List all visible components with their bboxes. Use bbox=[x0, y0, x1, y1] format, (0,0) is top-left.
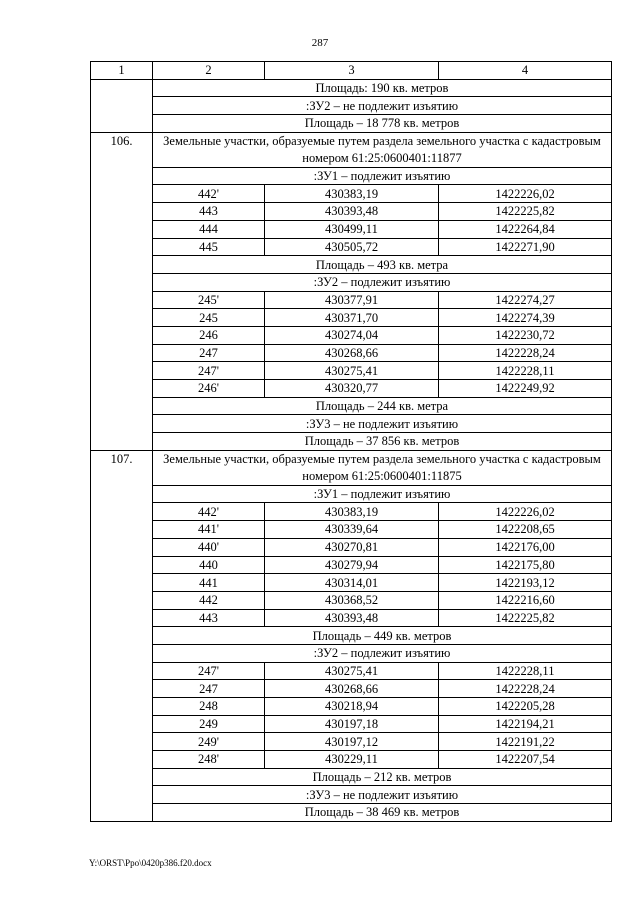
table-row bbox=[91, 591, 612, 609]
point-id-cell: 246' bbox=[153, 380, 265, 398]
table-row bbox=[91, 521, 612, 539]
summary-cell: :ЗУ1 – подлежит изъятию bbox=[153, 485, 612, 503]
table-row bbox=[91, 203, 612, 221]
span-row bbox=[91, 786, 612, 804]
x-coordinate-cell: 430314,01 bbox=[265, 574, 439, 592]
parcel-description: Земельные участки, образуемые путем раздела земельного участка с кадастровым номером 61:25:0600401:11875 bbox=[153, 450, 612, 485]
point-id-cell: 245 bbox=[153, 309, 265, 327]
x-coordinate-cell: 430274,04 bbox=[265, 326, 439, 344]
point-id-cell: 247' bbox=[153, 362, 265, 380]
parcel-description: Земельные участки, образуемые путем раздела земельного участка с кадастровым номером 61:25:0600401:11877 bbox=[153, 132, 612, 167]
table-row bbox=[91, 609, 612, 627]
span-row bbox=[91, 433, 612, 451]
summary-cell: Площадь – 212 кв. метров bbox=[153, 768, 612, 786]
x-coordinate-cell: 430275,41 bbox=[265, 362, 439, 380]
column-header: 3 bbox=[265, 62, 439, 80]
summary-cell: Площадь – 37 856 кв. метров bbox=[153, 433, 612, 451]
span-row bbox=[91, 485, 612, 503]
point-id-cell: 442 bbox=[153, 591, 265, 609]
span-row bbox=[91, 804, 612, 822]
y-coordinate-cell: 1422228,24 bbox=[439, 680, 612, 698]
point-id-cell: 444 bbox=[153, 220, 265, 238]
group-row bbox=[91, 450, 612, 485]
table-row bbox=[91, 185, 612, 203]
entry-number-cell bbox=[91, 79, 153, 132]
page-number: 287 bbox=[311, 37, 329, 49]
y-coordinate-cell: 1422274,27 bbox=[439, 291, 612, 309]
y-coordinate-cell: 1422264,84 bbox=[439, 220, 612, 238]
summary-cell: Площадь: 190 кв. метров bbox=[153, 79, 612, 97]
y-coordinate-cell: 1422249,92 bbox=[439, 380, 612, 398]
point-id-cell: 440 bbox=[153, 556, 265, 574]
x-coordinate-cell: 430279,94 bbox=[265, 556, 439, 574]
y-coordinate-cell: 1422226,02 bbox=[439, 185, 612, 203]
summary-cell: :ЗУ3 – не подлежит изъятию bbox=[153, 786, 612, 804]
y-coordinate-cell: 1422208,65 bbox=[439, 521, 612, 539]
span-row bbox=[91, 167, 612, 185]
x-coordinate-cell: 430320,77 bbox=[265, 380, 439, 398]
span-row bbox=[91, 397, 612, 415]
coordinates-table bbox=[90, 61, 612, 822]
y-coordinate-cell: 1422228,11 bbox=[439, 362, 612, 380]
summary-cell: :ЗУ2 – подлежит изъятию bbox=[153, 644, 612, 662]
summary-cell: :ЗУ3 – не подлежит изъятию bbox=[153, 415, 612, 433]
point-id-cell: 442' bbox=[153, 503, 265, 521]
table-row bbox=[91, 715, 612, 733]
y-coordinate-cell: 1422176,00 bbox=[439, 538, 612, 556]
table-row bbox=[91, 751, 612, 769]
span-row bbox=[91, 415, 612, 433]
table-row bbox=[91, 326, 612, 344]
span-row bbox=[91, 79, 612, 97]
y-coordinate-cell: 1422207,54 bbox=[439, 751, 612, 769]
point-id-cell: 443 bbox=[153, 203, 265, 221]
table-row bbox=[91, 733, 612, 751]
point-id-cell: 249 bbox=[153, 715, 265, 733]
x-coordinate-cell: 430229,11 bbox=[265, 751, 439, 769]
y-coordinate-cell: 1422191,22 bbox=[439, 733, 612, 751]
point-id-cell: 246 bbox=[153, 326, 265, 344]
x-coordinate-cell: 430268,66 bbox=[265, 344, 439, 362]
table-row bbox=[91, 309, 612, 327]
table-row bbox=[91, 380, 612, 398]
x-coordinate-cell: 430339,64 bbox=[265, 521, 439, 539]
column-header: 1 bbox=[91, 62, 153, 80]
point-id-cell: 441 bbox=[153, 574, 265, 592]
table-row bbox=[91, 538, 612, 556]
span-row bbox=[91, 115, 612, 133]
x-coordinate-cell: 430218,94 bbox=[265, 698, 439, 716]
x-coordinate-cell: 430505,72 bbox=[265, 238, 439, 256]
summary-cell: :ЗУ2 – подлежит изъятию bbox=[153, 273, 612, 291]
point-id-cell: 443 bbox=[153, 609, 265, 627]
y-coordinate-cell: 1422226,02 bbox=[439, 503, 612, 521]
point-id-cell: 440' bbox=[153, 538, 265, 556]
summary-cell: Площадь – 449 кв. метров bbox=[153, 627, 612, 645]
x-coordinate-cell: 430197,12 bbox=[265, 733, 439, 751]
y-coordinate-cell: 1422228,11 bbox=[439, 662, 612, 680]
entry-number-cell: 107. bbox=[91, 450, 153, 821]
x-coordinate-cell: 430377,91 bbox=[265, 291, 439, 309]
header-row bbox=[91, 62, 612, 80]
summary-cell: :ЗУ1 – подлежит изъятию bbox=[153, 167, 612, 185]
x-coordinate-cell: 430368,52 bbox=[265, 591, 439, 609]
y-coordinate-cell: 1422193,12 bbox=[439, 574, 612, 592]
x-coordinate-cell: 430270,81 bbox=[265, 538, 439, 556]
point-id-cell: 441' bbox=[153, 521, 265, 539]
x-coordinate-cell: 430275,41 bbox=[265, 662, 439, 680]
span-row bbox=[91, 644, 612, 662]
table-row bbox=[91, 291, 612, 309]
point-id-cell: 442' bbox=[153, 185, 265, 203]
y-coordinate-cell: 1422175,80 bbox=[439, 556, 612, 574]
table-row bbox=[91, 238, 612, 256]
y-coordinate-cell: 1422216,60 bbox=[439, 591, 612, 609]
summary-cell: Площадь – 493 кв. метра bbox=[153, 256, 612, 274]
x-coordinate-cell: 430499,11 bbox=[265, 220, 439, 238]
point-id-cell: 248' bbox=[153, 751, 265, 769]
point-id-cell: 249' bbox=[153, 733, 265, 751]
span-row bbox=[91, 627, 612, 645]
span-row bbox=[91, 256, 612, 274]
point-id-cell: 247 bbox=[153, 680, 265, 698]
point-id-cell: 248 bbox=[153, 698, 265, 716]
y-coordinate-cell: 1422271,90 bbox=[439, 238, 612, 256]
point-id-cell: 445 bbox=[153, 238, 265, 256]
table-row bbox=[91, 698, 612, 716]
summary-cell: Площадь – 244 кв. метра bbox=[153, 397, 612, 415]
y-coordinate-cell: 1422230,72 bbox=[439, 326, 612, 344]
x-coordinate-cell: 430393,48 bbox=[265, 203, 439, 221]
table-row bbox=[91, 574, 612, 592]
table-row bbox=[91, 556, 612, 574]
span-row bbox=[91, 97, 612, 115]
y-coordinate-cell: 1422225,82 bbox=[439, 609, 612, 627]
table-row bbox=[91, 220, 612, 238]
column-header: 2 bbox=[153, 62, 265, 80]
point-id-cell: 247 bbox=[153, 344, 265, 362]
summary-cell: Площадь – 18 778 кв. метров bbox=[153, 115, 612, 133]
table-row bbox=[91, 362, 612, 380]
x-coordinate-cell: 430393,48 bbox=[265, 609, 439, 627]
file-path-footer: Y:\ORST\Ppo\0420p386.f20.docx bbox=[89, 858, 212, 868]
y-coordinate-cell: 1422205,28 bbox=[439, 698, 612, 716]
summary-cell: Площадь – 38 469 кв. метров bbox=[153, 804, 612, 822]
x-coordinate-cell: 430197,18 bbox=[265, 715, 439, 733]
y-coordinate-cell: 1422225,82 bbox=[439, 203, 612, 221]
y-coordinate-cell: 1422228,24 bbox=[439, 344, 612, 362]
x-coordinate-cell: 430383,19 bbox=[265, 503, 439, 521]
table-row bbox=[91, 503, 612, 521]
x-coordinate-cell: 430383,19 bbox=[265, 185, 439, 203]
y-coordinate-cell: 1422274,39 bbox=[439, 309, 612, 327]
column-header: 4 bbox=[439, 62, 612, 80]
y-coordinate-cell: 1422194,21 bbox=[439, 715, 612, 733]
span-row bbox=[91, 273, 612, 291]
entry-number-cell: 106. bbox=[91, 132, 153, 450]
summary-cell: :ЗУ2 – не подлежит изъятию bbox=[153, 97, 612, 115]
table-row bbox=[91, 680, 612, 698]
table-row bbox=[91, 344, 612, 362]
x-coordinate-cell: 430268,66 bbox=[265, 680, 439, 698]
table-row bbox=[91, 662, 612, 680]
span-row bbox=[91, 768, 612, 786]
point-id-cell: 245' bbox=[153, 291, 265, 309]
point-id-cell: 247' bbox=[153, 662, 265, 680]
group-row bbox=[91, 132, 612, 167]
x-coordinate-cell: 430371,70 bbox=[265, 309, 439, 327]
